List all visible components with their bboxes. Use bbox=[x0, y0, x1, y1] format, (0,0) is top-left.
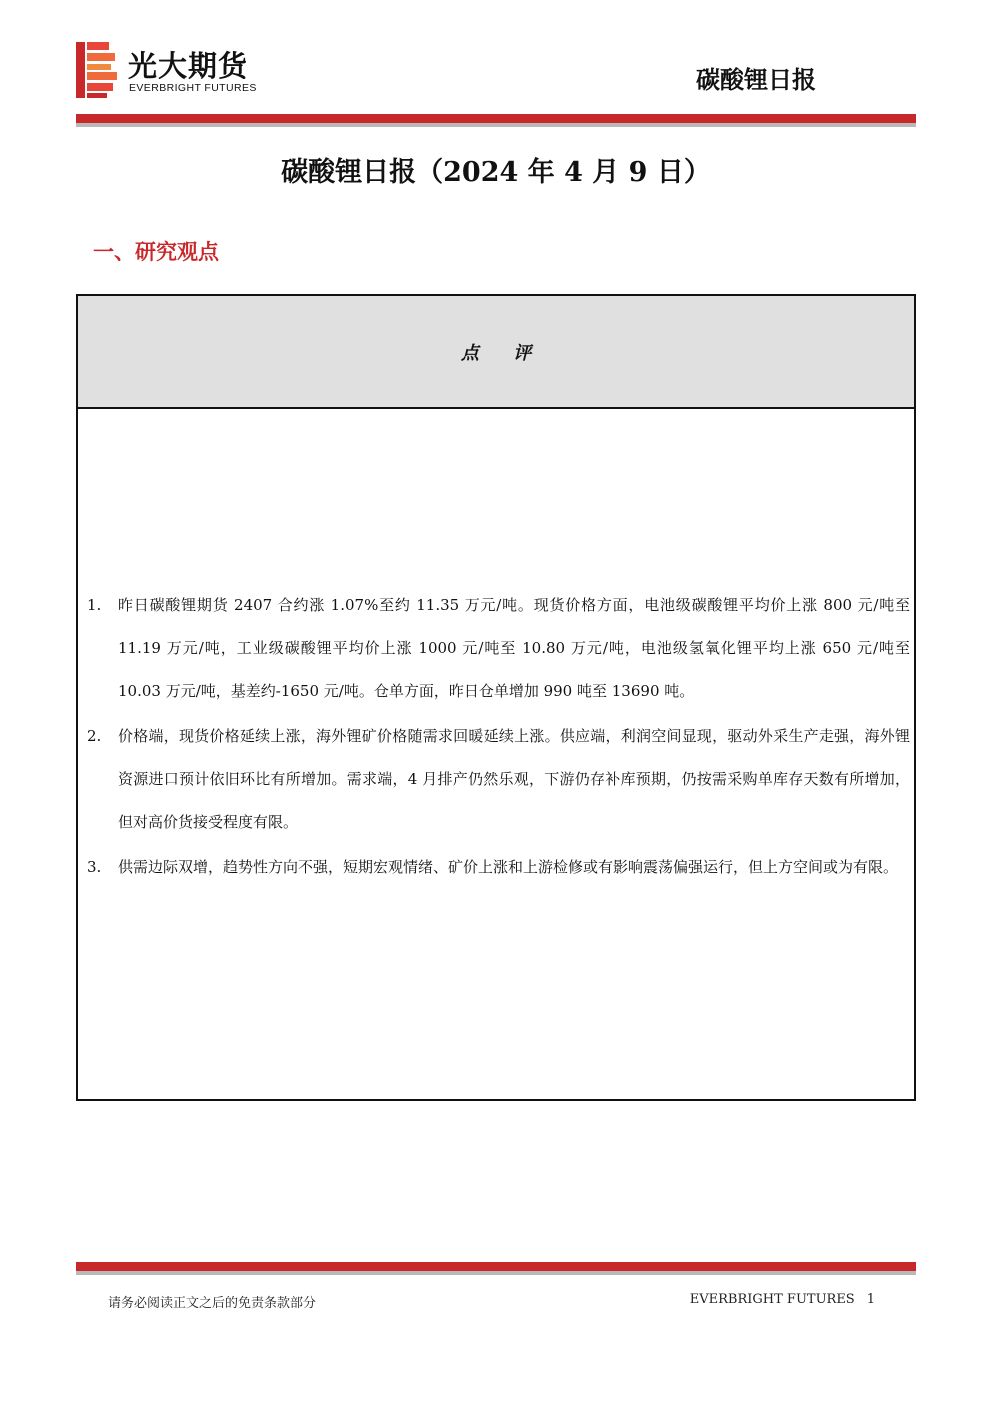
footer-company-name: EVERBRIGHT FUTURES bbox=[689, 1292, 855, 1307]
document-title: 碳酸锂日报（2024 年 4 月 9 日） bbox=[281, 157, 711, 188]
footer-red-rule bbox=[76, 1262, 916, 1271]
header-red-rule bbox=[76, 114, 916, 123]
footer-company bbox=[690, 1292, 875, 1307]
logo-english-name: EVERBRIGHT FUTURES bbox=[129, 82, 257, 94]
commentary-header-label: 点 评 bbox=[460, 342, 546, 364]
commentary-table bbox=[76, 294, 916, 1101]
everbright-logo-icon bbox=[76, 42, 120, 98]
item-number: 3. bbox=[87, 858, 102, 876]
item-text: 价格端，现货价格延续上涨，海外锂矿价格随需求回暖延续上涨。供应端，利润空间显现，驱动外采生产走强，海外锂资源进口预计依旧环比有所增加。需求端，4 月排产仍然乐观，下游仍存补库预期，仍按需采购单库存天数有所增加，但对高价货接受程度有限。 bbox=[118, 727, 910, 831]
page-number: 1 bbox=[866, 1292, 875, 1307]
section-heading: 一、研究观点 bbox=[93, 240, 219, 264]
footer-grey-rule bbox=[76, 1271, 916, 1275]
header-grey-rule bbox=[76, 123, 916, 127]
logo-chinese-name: 光大期货 bbox=[128, 49, 249, 83]
footer-disclaimer: 请务必阅读正文之后的免责条款部分 bbox=[108, 1296, 317, 1311]
item-text: 昨日碳酸锂期货 2407 合约涨 1.07%至约 11.35 万元/吨。现货价格方面，电池级碳酸锂平均价上涨 800 元/吨至 11.19 万元/吨，工业级碳酸锂平均价上涨 1000 元/吨至 10.80 万元/吨，电池级氢氧化锂平均上涨 650 元/吨至 10.03 万元/吨，基差约-1650 元/吨。仓单方面，昨日仓单增加 990 吨至 13690 吨。 bbox=[118, 596, 910, 700]
commentary-table-header bbox=[78, 296, 914, 409]
company-logo bbox=[76, 42, 286, 98]
item-number: 2. bbox=[87, 727, 102, 745]
item-text: 供需边际双增，趋势性方向不强，短期宏观情绪、矿价上涨和上游检修或有影响震荡偏强运行，但上方空间或为有限。 bbox=[118, 858, 899, 876]
header-report-name: 碳酸锂日报 bbox=[696, 66, 816, 94]
item-number: 1. bbox=[87, 596, 102, 614]
